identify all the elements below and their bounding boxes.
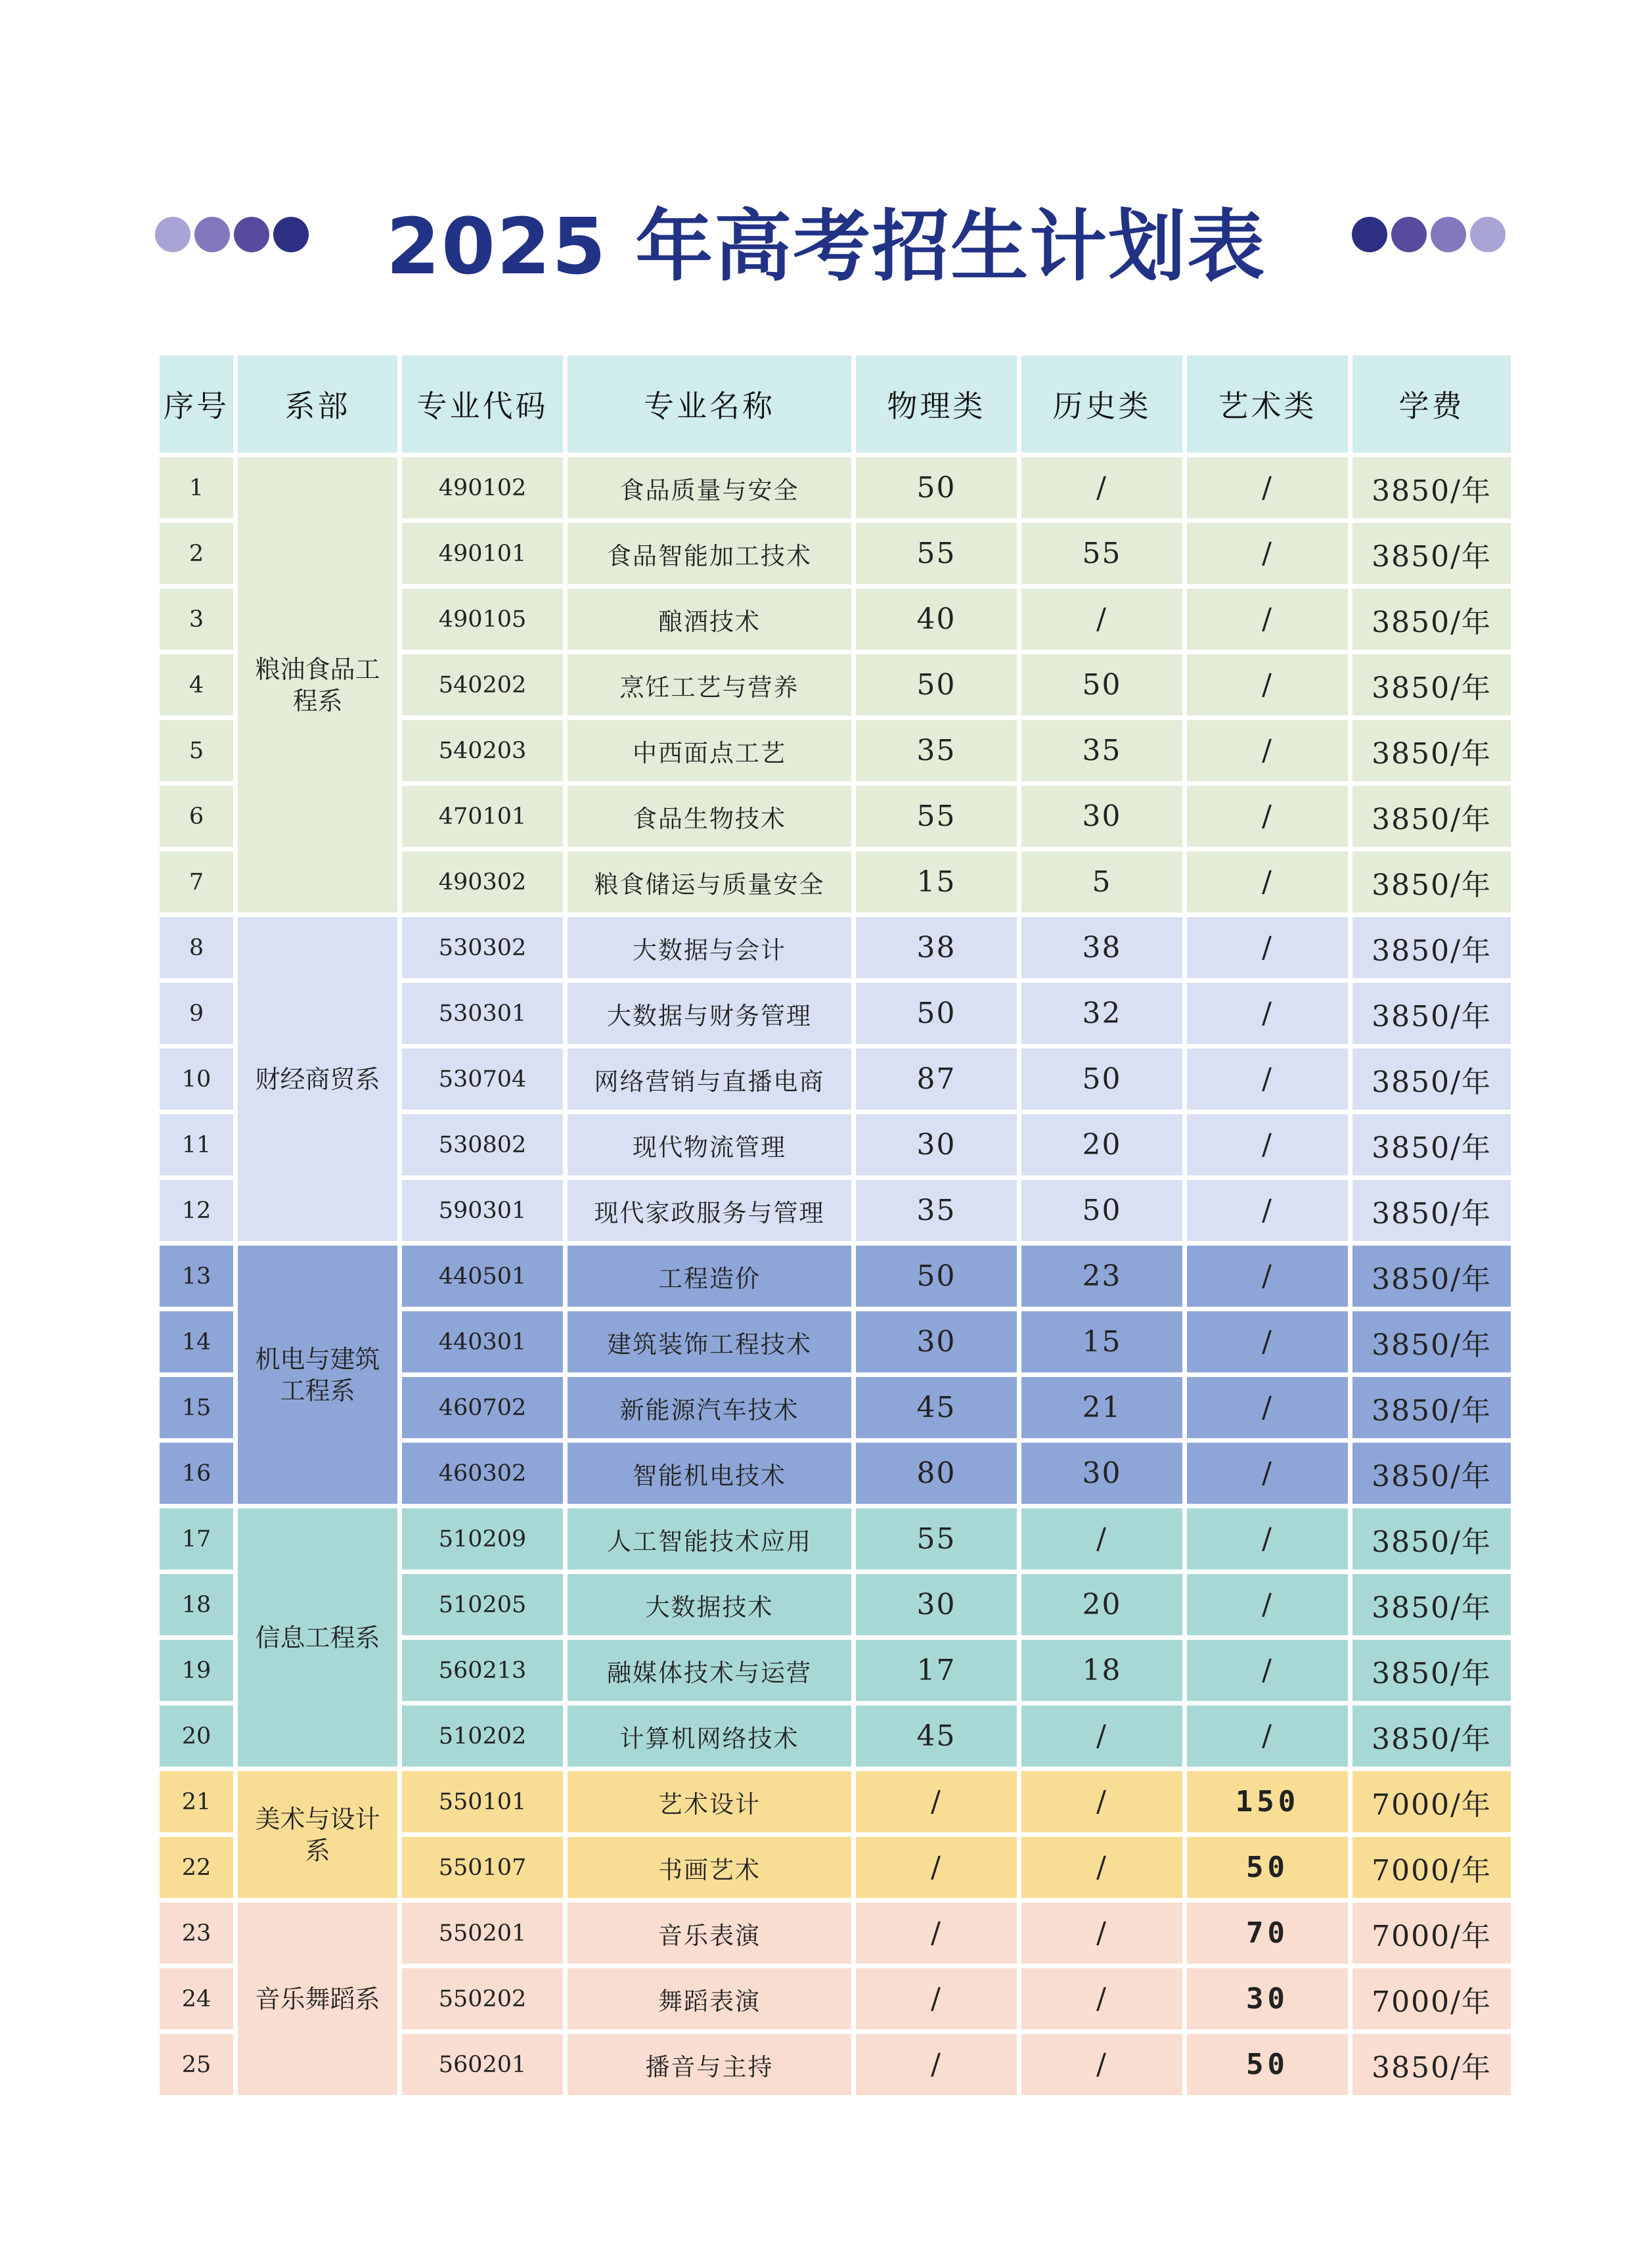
cell-art: /: [1187, 1574, 1348, 1640]
cell-major-name: 大数据技术: [568, 1574, 851, 1640]
cell-seq: 11: [160, 1114, 233, 1180]
cell-code: 490101: [402, 523, 563, 589]
cell-seq: 16: [160, 1443, 233, 1508]
cell-major-name: 智能机电技术: [568, 1443, 851, 1508]
cell-history: 21: [1021, 1377, 1182, 1443]
cell-art: /: [1187, 1640, 1348, 1705]
cell-major-name: 网络营销与直播电商: [568, 1049, 851, 1114]
cell-physics: 55: [856, 786, 1017, 851]
cell-seq: 25: [160, 2034, 233, 2100]
cell-seq: 5: [160, 720, 233, 786]
cell-fee: 3850/年: [1352, 523, 1511, 589]
cell-fee: 3850/年: [1352, 1114, 1511, 1180]
cell-major-name: 融媒体技术与运营: [568, 1640, 851, 1705]
cell-fee: 3850/年: [1352, 1246, 1511, 1311]
cell-history: 32: [1021, 983, 1182, 1049]
header-seq: 序号: [160, 355, 233, 457]
dot-3: [1391, 217, 1427, 252]
cell-physics: 87: [856, 1049, 1017, 1114]
department-cell: 信息工程系: [238, 1508, 397, 1771]
cell-physics: 30: [856, 1574, 1017, 1640]
cell-major-name: 人工智能技术应用: [568, 1508, 851, 1574]
cell-seq: 9: [160, 983, 233, 1049]
cell-seq: 10: [160, 1049, 233, 1114]
cell-history: /: [1021, 589, 1182, 654]
cell-art: /: [1187, 1246, 1348, 1311]
cell-major-name: 建筑装饰工程技术: [568, 1311, 851, 1377]
cell-physics: 45: [856, 1705, 1017, 1771]
cell-seq: 20: [160, 1705, 233, 1771]
cell-seq: 15: [160, 1377, 233, 1443]
cell-code: 490105: [402, 589, 563, 654]
cell-code: 560201: [402, 2034, 563, 2100]
department-cell: 粮油食品工程系: [238, 457, 397, 917]
cell-physics: 17: [856, 1640, 1017, 1705]
cell-physics: 50: [856, 654, 1017, 720]
cell-art: /: [1187, 457, 1348, 523]
cell-fee: 3850/年: [1352, 1574, 1511, 1640]
cell-physics: 45: [856, 1377, 1017, 1443]
header-department: 系部: [238, 355, 397, 457]
cell-physics: /: [856, 1903, 1017, 1968]
enrollment-plan-table: [160, 355, 1496, 2100]
cell-seq: 4: [160, 654, 233, 720]
cell-fee: 3850/年: [1352, 1640, 1511, 1705]
cell-physics: 30: [856, 1114, 1017, 1180]
cell-history: 38: [1021, 917, 1182, 983]
cell-fee: 3850/年: [1352, 654, 1511, 720]
cell-code: 530302: [402, 917, 563, 983]
cell-code: 530301: [402, 983, 563, 1049]
cell-seq: 14: [160, 1311, 233, 1377]
cell-code: 540202: [402, 654, 563, 720]
cell-major-name: 食品智能加工技术: [568, 523, 851, 589]
cell-art: /: [1187, 1311, 1348, 1377]
cell-code: 440501: [402, 1246, 563, 1311]
cell-physics: 80: [856, 1443, 1017, 1508]
cell-fee: 3850/年: [1352, 1311, 1511, 1377]
department-cell: 机电与建筑工程系: [238, 1246, 397, 1508]
cell-fee: 3850/年: [1352, 917, 1511, 983]
cell-seq: 22: [160, 1837, 233, 1903]
cell-history: 55: [1021, 523, 1182, 589]
cell-art: /: [1187, 523, 1348, 589]
cell-seq: 12: [160, 1180, 233, 1246]
cell-seq: 1: [160, 457, 233, 523]
cell-history: /: [1021, 1837, 1182, 1903]
cell-art: /: [1187, 589, 1348, 654]
cell-fee: 3850/年: [1352, 457, 1511, 523]
cell-physics: 38: [856, 917, 1017, 983]
cell-major-name: 现代物流管理: [568, 1114, 851, 1180]
cell-history: /: [1021, 1903, 1182, 1968]
header-fee: 学费: [1352, 355, 1511, 457]
cell-history: /: [1021, 1771, 1182, 1837]
cell-physics: 30: [856, 1311, 1017, 1377]
cell-major-name: 播音与主持: [568, 2034, 851, 2100]
cell-physics: 50: [856, 983, 1017, 1049]
cell-art: /: [1187, 1705, 1348, 1771]
cell-code: 460302: [402, 1443, 563, 1508]
cell-fee: 3850/年: [1352, 1180, 1511, 1246]
cell-major-name: 大数据与财务管理: [568, 983, 851, 1049]
cell-fee: 3850/年: [1352, 1508, 1511, 1574]
cell-history: 50: [1021, 1049, 1182, 1114]
cell-code: 550202: [402, 1968, 563, 2034]
cell-art: /: [1187, 1114, 1348, 1180]
cell-seq: 6: [160, 786, 233, 851]
cell-art: /: [1187, 654, 1348, 720]
cell-art: 150: [1187, 1771, 1348, 1837]
cell-art: 70: [1187, 1903, 1348, 1968]
header-physics: 物理类: [856, 355, 1017, 457]
cell-major-name: 计算机网络技术: [568, 1705, 851, 1771]
page-title: 2025 年高考招生计划表: [386, 201, 1266, 292]
cell-code: 550107: [402, 1837, 563, 1903]
cell-major-name: 食品生物技术: [568, 786, 851, 851]
cell-fee: 3850/年: [1352, 589, 1511, 654]
cell-code: 530704: [402, 1049, 563, 1114]
cell-fee: 3850/年: [1352, 1443, 1511, 1508]
cell-code: 490102: [402, 457, 563, 523]
cell-history: /: [1021, 1705, 1182, 1771]
cell-art: /: [1187, 983, 1348, 1049]
dot-1: [1470, 217, 1506, 252]
header-major: 专业名称: [568, 355, 851, 457]
cell-seq: 7: [160, 851, 233, 917]
cell-physics: 40: [856, 589, 1017, 654]
header-history: 历史类: [1021, 355, 1182, 457]
cell-history: /: [1021, 1968, 1182, 2034]
cell-physics: 50: [856, 457, 1017, 523]
cell-major-name: 新能源汽车技术: [568, 1377, 851, 1443]
cell-physics: 55: [856, 1508, 1017, 1574]
cell-major-name: 工程造价: [568, 1246, 851, 1311]
cell-history: 20: [1021, 1114, 1182, 1180]
cell-code: 540203: [402, 720, 563, 786]
cell-art: /: [1187, 1508, 1348, 1574]
cell-fee: 3850/年: [1352, 720, 1511, 786]
cell-fee: 3850/年: [1352, 983, 1511, 1049]
cell-physics: /: [856, 1837, 1017, 1903]
cell-physics: 15: [856, 851, 1017, 917]
dot-2: [1431, 217, 1466, 252]
cell-code: 530802: [402, 1114, 563, 1180]
cell-major-name: 中西面点工艺: [568, 720, 851, 786]
header-code: 专业代码: [402, 355, 563, 457]
cell-history: /: [1021, 2034, 1182, 2100]
cell-art: /: [1187, 1377, 1348, 1443]
cell-art: /: [1187, 917, 1348, 983]
cell-fee: 3850/年: [1352, 1705, 1511, 1771]
cell-code: 510202: [402, 1705, 563, 1771]
cell-seq: 23: [160, 1903, 233, 1968]
cell-art: /: [1187, 1180, 1348, 1246]
cell-art: /: [1187, 1443, 1348, 1508]
cell-fee: 7000/年: [1352, 1837, 1511, 1903]
cell-seq: 13: [160, 1246, 233, 1311]
decorative-dots-right: [1352, 217, 1506, 252]
cell-major-name: 烹饪工艺与营养: [568, 654, 851, 720]
cell-fee: 3850/年: [1352, 2034, 1511, 2100]
cell-code: 460702: [402, 1377, 563, 1443]
header-art: 艺术类: [1187, 355, 1348, 457]
cell-history: 50: [1021, 654, 1182, 720]
cell-seq: 8: [160, 917, 233, 983]
cell-code: 560213: [402, 1640, 563, 1705]
cell-art: /: [1187, 851, 1348, 917]
cell-seq: 19: [160, 1640, 233, 1705]
cell-code: 510205: [402, 1574, 563, 1640]
cell-art: 50: [1187, 2034, 1348, 2100]
cell-seq: 18: [160, 1574, 233, 1640]
cell-physics: 55: [856, 523, 1017, 589]
cell-physics: /: [856, 2034, 1017, 2100]
cell-code: 490302: [402, 851, 563, 917]
cell-history: 23: [1021, 1246, 1182, 1311]
cell-history: 18: [1021, 1640, 1182, 1705]
cell-major-name: 书画艺术: [568, 1837, 851, 1903]
cell-major-name: 酿酒技术: [568, 589, 851, 654]
cell-code: 510209: [402, 1508, 563, 1574]
cell-art: /: [1187, 786, 1348, 851]
cell-fee: 3850/年: [1352, 786, 1511, 851]
cell-physics: /: [856, 1968, 1017, 2034]
cell-history: 50: [1021, 1180, 1182, 1246]
cell-code: 590301: [402, 1180, 563, 1246]
cell-major-name: 现代家政服务与管理: [568, 1180, 851, 1246]
cell-history: /: [1021, 1508, 1182, 1574]
cell-art: /: [1187, 1049, 1348, 1114]
department-cell: 财经商贸系: [238, 917, 397, 1246]
cell-fee: 7000/年: [1352, 1771, 1511, 1837]
cell-fee: 3850/年: [1352, 1377, 1511, 1443]
cell-physics: 35: [856, 1180, 1017, 1246]
cell-history: 30: [1021, 786, 1182, 851]
cell-physics: 35: [856, 720, 1017, 786]
cell-fee: 7000/年: [1352, 1968, 1511, 2034]
cell-history: 5: [1021, 851, 1182, 917]
cell-seq: 3: [160, 589, 233, 654]
cell-code: 550201: [402, 1903, 563, 1968]
cell-art: /: [1187, 720, 1348, 786]
dot-4: [1352, 217, 1387, 252]
cell-history: 15: [1021, 1311, 1182, 1377]
cell-code: 470101: [402, 786, 563, 851]
cell-fee: 7000/年: [1352, 1903, 1511, 1968]
cell-fee: 3850/年: [1352, 851, 1511, 917]
cell-history: 20: [1021, 1574, 1182, 1640]
cell-fee: 3850/年: [1352, 1049, 1511, 1114]
cell-major-name: 艺术设计: [568, 1771, 851, 1837]
cell-seq: 17: [160, 1508, 233, 1574]
department-cell: 音乐舞蹈系: [238, 1903, 397, 2100]
cell-history: /: [1021, 457, 1182, 523]
cell-major-name: 食品质量与安全: [568, 457, 851, 523]
cell-seq: 24: [160, 1968, 233, 2034]
cell-major-name: 大数据与会计: [568, 917, 851, 983]
cell-history: 35: [1021, 720, 1182, 786]
cell-code: 440301: [402, 1311, 563, 1377]
department-cell: 美术与设计系: [238, 1771, 397, 1903]
cell-physics: /: [856, 1771, 1017, 1837]
cell-code: 550101: [402, 1771, 563, 1837]
cell-art: 30: [1187, 1968, 1348, 2034]
cell-physics: 50: [856, 1246, 1017, 1311]
cell-art: 50: [1187, 1837, 1348, 1903]
cell-seq: 2: [160, 523, 233, 589]
cell-seq: 21: [160, 1771, 233, 1837]
cell-major-name: 粮食储运与质量安全: [568, 851, 851, 917]
cell-major-name: 舞蹈表演: [568, 1968, 851, 2034]
cell-major-name: 音乐表演: [568, 1903, 851, 1968]
cell-history: 30: [1021, 1443, 1182, 1508]
